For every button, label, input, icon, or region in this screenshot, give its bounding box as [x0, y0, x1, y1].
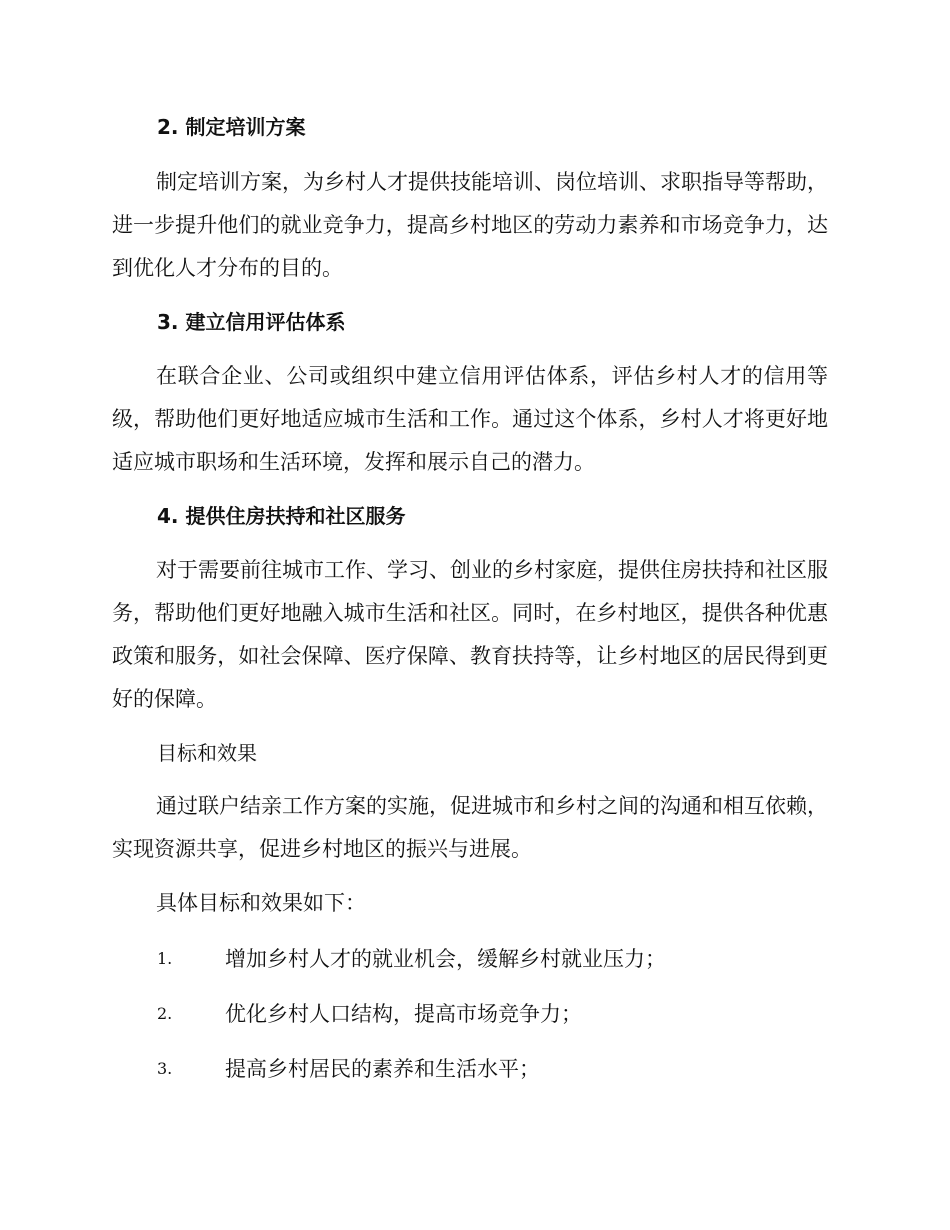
- section-paragraph-training: 制定培训方案，为乡村人才提供技能培训、岗位培训、求职指导等帮助，进一步提升他们的就业竞争力，提高乡村地区的劳动力素养和市场竞争力，达到优化人才分布的目的。: [112, 170, 828, 280]
- list-item-number: 1.: [157, 949, 173, 968]
- list-item-text: 优化乡村人口结构，提高市场竞争力；: [225, 1002, 582, 1026]
- section-heading-training: 2. 制定培训方案: [157, 115, 306, 139]
- goals-paragraph: 通过联户结亲工作方案的实施，促进城市和乡村之间的沟通和相互依赖，实现资源共享，促进乡村地区的振兴与进展。: [112, 794, 828, 861]
- section-paragraph-housing: 对于需要前往城市工作、学习、创业的乡村家庭，提供住房扶持和社区服务，帮助他们更好地融入城市生活和社区。同时，在乡村地区，提供各种优惠政策和服务，如社会保障、医疗保障、教育扶持等，让乡村地区的居民得到更好的保障。: [112, 558, 828, 711]
- section-paragraph-credit: 在联合企业、公司或组织中建立信用评估体系，评估乡村人才的信用等级，帮助他们更好地适应城市生活和工作。通过这个体系，乡村人才将更好地适应城市职场和生活环境，发挥和展示自己的潜力。: [112, 364, 828, 474]
- section-heading-credit: 3. 建立信用评估体系: [157, 310, 346, 334]
- goals-heading: 目标和效果: [157, 741, 257, 765]
- list-item-text: 提高乡村居民的素养和生活水平；: [225, 1057, 540, 1081]
- section-heading-housing: 4. 提供住房扶持和社区服务: [157, 504, 406, 528]
- list-item-number: 2.: [157, 1004, 173, 1023]
- list-item-text: 增加乡村人才的就业机会，缓解乡村就业压力；: [225, 947, 666, 971]
- list-item-number: 3.: [157, 1059, 173, 1078]
- goals-intro: 具体目标和效果如下：: [156, 891, 366, 915]
